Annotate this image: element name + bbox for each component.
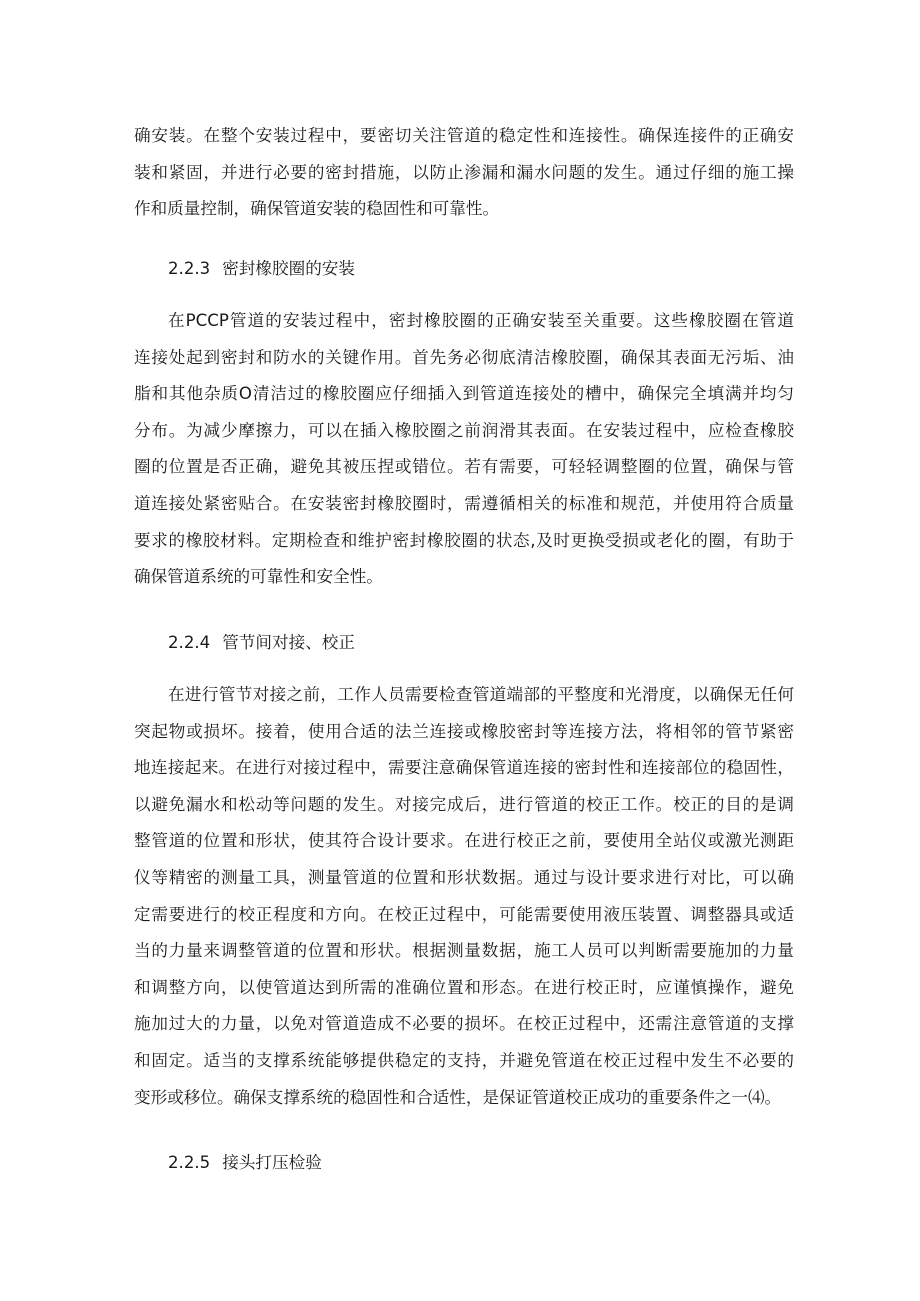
text-line: 当的力量来调整管道的位置和形状。根据测量数据，施工人员可以判断需要施加的力量 (134, 941, 794, 961)
text-line: 地连接起来。在进行对接过程中，需要注意确保管道连接的密封性和连接部位的稳固性， (134, 758, 794, 778)
text-line: 和调整方向，以使管道达到所需的准确位置和形态。在进行校正时，应谨慎操作，避免 (134, 977, 794, 997)
intro-paragraph (134, 118, 794, 228)
text-line: 在进行管节对接之前，工作人员需要检查管道端部的平整度和光滑度，以确保无任何 (168, 685, 794, 704)
section-heading-2-2-4 (168, 628, 355, 658)
section-title: 接头打压检验 (222, 1153, 322, 1172)
text-line: 确安装。在整个安装过程中，要密切关注管道的稳定性和连接性。确保连接件的正确安 (134, 126, 794, 145)
text-line: 以避免漏水和松动等问题的发生。对接完成后，进行管道的校正工作。校正的目的是调 (134, 794, 794, 814)
text-line: 分布。为减少摩擦力，可以在插入橡胶圈之前润滑其表面。在安装过程中，应检查橡胶 (134, 420, 794, 440)
section-heading-2-2-5 (168, 1148, 322, 1178)
text-line: 道连接处紧密贴合。在安装密封橡胶圈时，需遵循相关的标准和规范，并使用符合质量 (134, 493, 794, 513)
section-number: 2.2.5 (168, 1153, 211, 1172)
text-line: 施加过大的力量，以免对管道造成不必要的损坏。在校正过程中，还需注意管道的支撑 (134, 1014, 794, 1034)
section-heading-2-2-3 (168, 254, 355, 284)
section-number: 2.2.4 (168, 633, 211, 652)
section-title: 密封橡胶圈的安装 (222, 259, 355, 278)
text-line: 连接处起到密封和防水的关键作用。首先务必彻底清洁橡胶圈，确保其表面无污垢、油 (134, 347, 794, 367)
text-line: 在PCCP管道的安装过程中，密封橡胶圈的正确安装至关重要。这些橡胶圈在管道 (168, 311, 794, 330)
text-line: 仪等精密的测量工具，测量管道的位置和形状数据。通过与设计要求进行对比，可以确 (134, 867, 794, 887)
text-line: 整管道的位置和形状，使其符合设计要求。在进行校正之前，要使用全站仪或激光测距 (134, 831, 794, 851)
text-line: 作和质量控制，确保管道安装的稳固性和可靠性。 (134, 199, 500, 219)
text-line: 确保管道系统的可靠性和安全性。 (134, 567, 383, 587)
section-2-2-3-paragraph (134, 303, 794, 596)
text-line: 脂和其他杂质O清洁过的橡胶圈应仔细插入到管道连接处的槽中，确保完全填满并均匀 (134, 384, 794, 404)
text-line: 装和紧固，并进行必要的密封措施，以防止渗漏和漏水问题的发生。通过仔细的施工操 (134, 162, 794, 182)
text-line: 和固定。适当的支撑系统能够提供稳定的支持，并避免管道在校正过程中发生不必要的 (134, 1050, 794, 1070)
section-number: 2.2.3 (168, 259, 211, 278)
section-title: 管节间对接、校正 (222, 633, 355, 652)
section-2-2-4-paragraph (134, 677, 794, 1116)
text-line: 定需要进行的校正程度和方向。在校正过程中，可能需要使用液压装置、调整器具或适 (134, 904, 794, 924)
text-line: 要求的橡胶材料。定期检查和维护密封橡胶圈的状态,及时更换受损或老化的圈，有助于 (134, 530, 794, 550)
text-line: 突起物或损坏。接着，使用合适的法兰连接或橡胶密封等连接方法，将相邻的管节紧密 (134, 721, 794, 741)
text-line: 变形或移位。确保支撑系统的稳固性和合适性，是保证管道校正成功的重要条件之一⑷。 (134, 1087, 782, 1107)
text-line: 圈的位置是否正确，避免其被压捏或错位。若有需要，可轻轻调整圈的位置，确保与管 (134, 457, 794, 477)
